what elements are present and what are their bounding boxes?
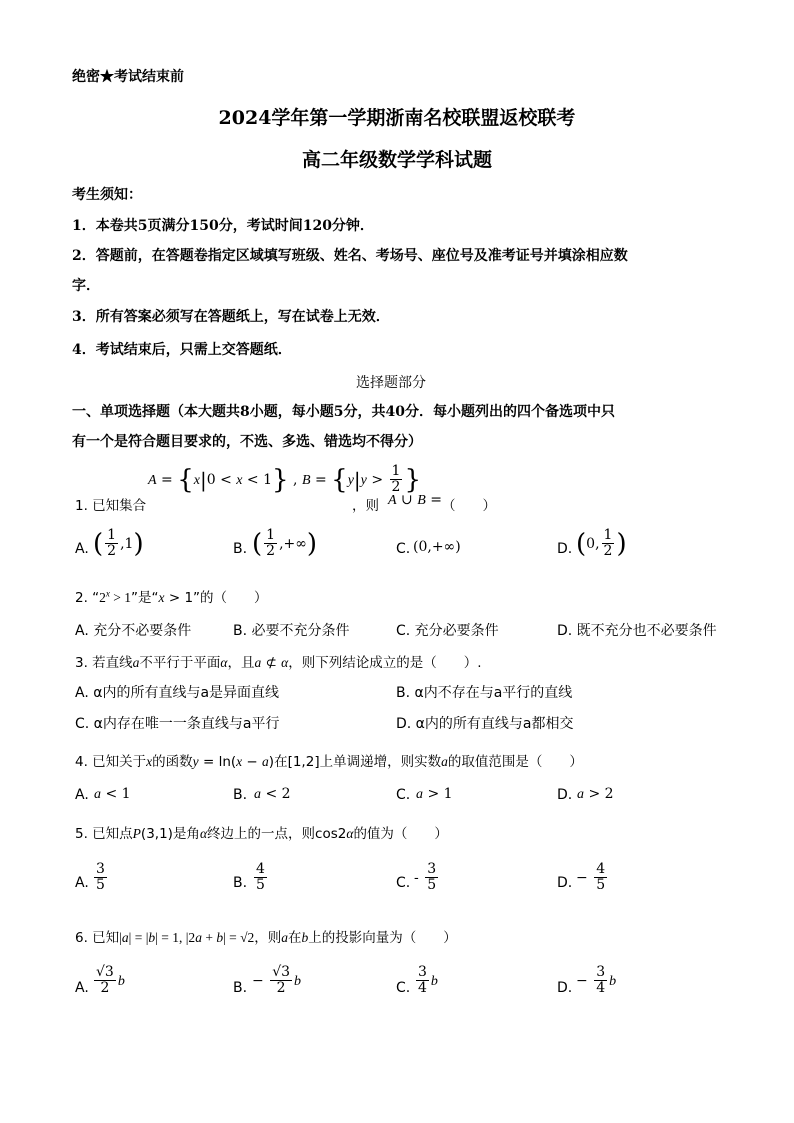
q5-option-d-label: D. [557,875,573,891]
q2-option-a: A. 充分不必要条件 [75,623,192,639]
q4-text-a: 4. 已知关于 [75,754,147,770]
q3-option-d: D. α内的所有直线与a都相交 [396,716,574,732]
q1-option-b-label: B. [233,541,248,557]
q3-line: 3. 若直线a不平行于平面α，且a ⊄ α，则下列结论成立的是（ ）. [75,655,482,671]
q6-option-b-value: − $\frac{√3}{2}$ b [252,964,302,997]
q5-option-a-value: $\frac{3}{5}$ [96,861,105,894]
q1-option-c-label: C. [396,541,411,557]
q3-text-d: ，则下列结论成立的是（ ）. [288,655,482,671]
q3-option-c: C. α内存在唯一一条直线与a平行 [75,716,280,732]
exam-title: 2024学年第一学期浙南名校联盟返校联考 [218,107,576,129]
q1-tail: （ ） [442,498,496,514]
q6-text-d: 上的投影向量为（ ） [308,930,457,946]
notice-item-1: 1．本卷共5页满分150分，考试时间120分钟． [72,218,374,234]
q5-option-c-label: C. [396,875,411,891]
notice-item-2: 2．答题前，在答题卷指定区域填写班级、姓名、考场号、座位号及准考证号并填涂相应数 [72,248,628,264]
q3-text-b: 不平行于平面 [139,655,221,671]
q4-option-c-value: a > 1 [416,786,453,802]
q2-line: 2. “$2^x > 1$”是“x > 1”的（ ） [75,588,268,606]
q4-text-d: 上单调递增，则实数 [319,754,442,770]
q6-option-c-value: $\frac{3}{4}$ b [418,964,438,997]
q1-prefix: 1. 已知集合 [75,498,147,514]
q3-option-a: A. α内的所有直线与a是异面直线 [75,685,280,701]
q1-suffix: ，则 [352,498,379,514]
q4-option-a-label: A. [75,787,89,803]
q4-option-c-label: C. [396,787,411,803]
q2-text-c: ”的（ ） [193,590,268,606]
notice-item-3: 3．所有答案必须写在答题纸上，写在试卷上无效． [72,309,390,325]
confidential-label: 绝密★考试结束前 [72,69,184,85]
q3-text-a: 3. 若直线 [75,655,133,671]
q1-option-b-value: ( $\frac{1}{2}$ ,+∞) [252,527,318,560]
q5-option-b-label: B. [233,875,248,891]
q1-option-a-label: A. [75,541,89,557]
q4-text-b: 的函数 [152,754,193,770]
q2-text-a: 2. “ [75,590,100,606]
q3-option-b: B. α内不存在与a平行的直线 [396,685,573,701]
q5-option-c-value: - $\frac{3}{5}$ [414,861,437,894]
q4-option-d-label: D. [557,787,573,803]
q4-option-d-value: a > 2 [577,786,614,802]
q5-option-a-label: A. [75,875,89,891]
q4-line: 4. 已知关于x的函数y = ln(x − a)在[1,2]上单调递增，则实数a的取值范围是（ ） [75,754,583,770]
q6-line: 6. 已知|a| = |b| = 1, |2a + b| = √2，则a在b上的投影向量为（ ） [75,930,457,946]
q6-option-a-label: A. [75,980,89,996]
q4-option-b-label: B. [233,787,248,803]
q1-option-a-value: ( $\frac{1}{2}$ ,1) [93,527,144,560]
section-heading-line1: 一、单项选择题（本大题共8小题，每小题5分，共40分．每小题列出的四个备选项中只 [72,404,615,420]
q2-text-b: ”是“ [131,590,159,606]
q6-option-d-label: D. [557,980,573,996]
q4-text-e: 的取值范围是（ ） [447,754,583,770]
q2-option-c: C. 充分必要条件 [396,623,499,639]
exam-subtitle: 高二年级数学学科试题 [301,149,492,171]
q6-text-c: 在 [288,930,302,946]
q6-text-b: ，则 [254,930,282,946]
q2-option-d: D. 既不充分也不必要条件 [557,623,717,639]
q5-option-d-value: − $\frac{4}{5}$ [576,861,606,894]
q6-text-a: 6. 已知 [75,930,120,946]
q6-option-d-value: − $\frac{3}{4}$ b [576,964,617,997]
section-part-title: 选择题部分 [356,375,426,391]
section-heading-line2: 有一个是符合题目要求的，不选、多选、错选均不得分） [72,434,422,450]
q5-option-b-value: $\frac{4}{5}$ [256,861,265,894]
q1-option-d-label: D. [557,541,573,557]
q1-sets-formula: A = {x|0 < x < 1} , B = {y|y > $\frac{1}{2}$ } [148,463,421,496]
q6-option-b-label: B. [233,980,248,996]
notice-item-4: 4．考试结束后，只需上交答题纸． [72,342,292,358]
q5-line: 5. 已知点P(3,1)是角α终边上的一点，则cos2α的值为（ ） [75,826,448,842]
q2-option-b: B. 必要不充分条件 [233,623,350,639]
q3-text-c: ，且 [227,655,255,671]
notice-heading: 考生须知： [72,187,142,203]
q6-option-a-value: $\frac{√3}{2}$ b [96,964,125,997]
q5-text-b: 是角 [172,826,200,842]
q4-option-a-value: a < 1 [94,786,131,802]
q1-option-c-value: (0,+∞) [413,539,461,555]
q4-option-b-value: a < 2 [254,786,291,802]
q4-text-c: 在 [274,754,288,770]
notice-item-2-cont: 字． [72,278,100,294]
q5-text-d: 的值为（ ） [353,826,448,842]
q5-text-c: 终边上的一点，则 [207,826,316,842]
q1-union-expr: A ∪ B = [388,492,442,508]
q5-text-a: 5. 已知点 [75,826,133,842]
q1-option-d-value: (0, $\frac{1}{2}$ ) [576,527,627,560]
q6-option-c-label: C. [396,980,411,996]
